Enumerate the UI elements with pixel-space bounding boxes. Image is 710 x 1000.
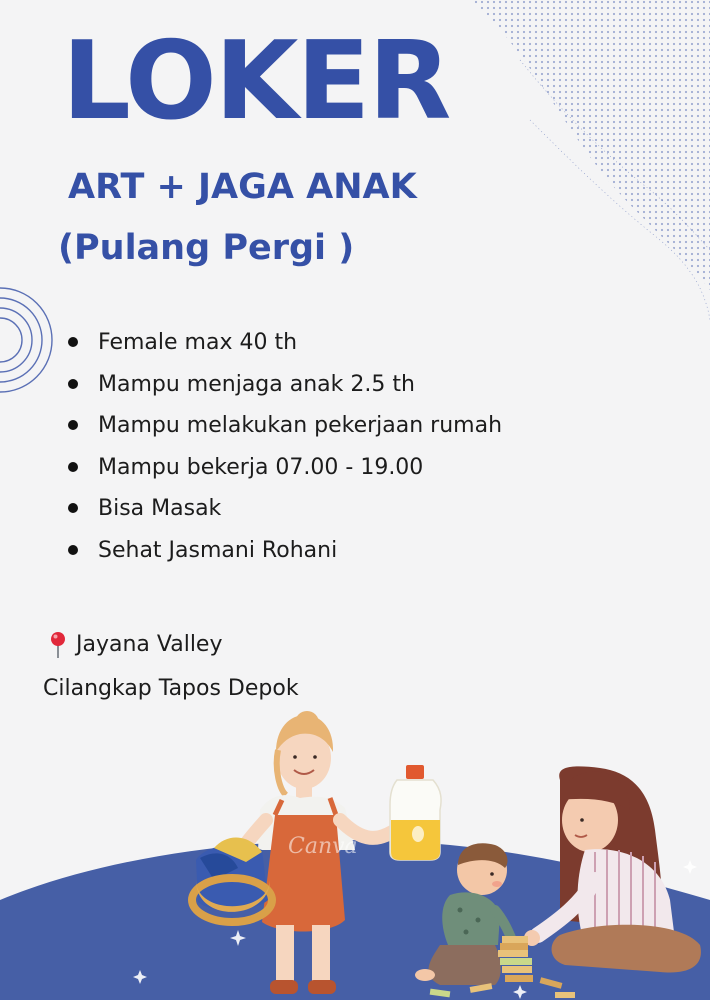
list-item: Bisa Masak — [0, 488, 502, 530]
list-item: Female max 40 th — [0, 322, 502, 364]
list-item: Sehat Jasmani Rohani — [0, 530, 502, 572]
detergent-bottle — [390, 765, 441, 860]
list-item: Mampu melakukan pekerjaan rumah — [0, 405, 502, 447]
poster-subtitle: ART + JAGA ANAK — [68, 167, 417, 207]
location-area: Cilangkap Tapos Depok — [43, 676, 299, 701]
poster-subtitle-note: (Pulang Pergi ) — [58, 228, 355, 268]
canva-watermark: Canva — [288, 834, 358, 859]
list-item: Mampu menjaga anak 2.5 th — [0, 364, 502, 406]
list-item: Mampu bekerja 07.00 - 19.00 — [0, 447, 502, 489]
poster-title: LOKER — [62, 19, 450, 144]
location-name: Jayana Valley — [76, 632, 223, 657]
